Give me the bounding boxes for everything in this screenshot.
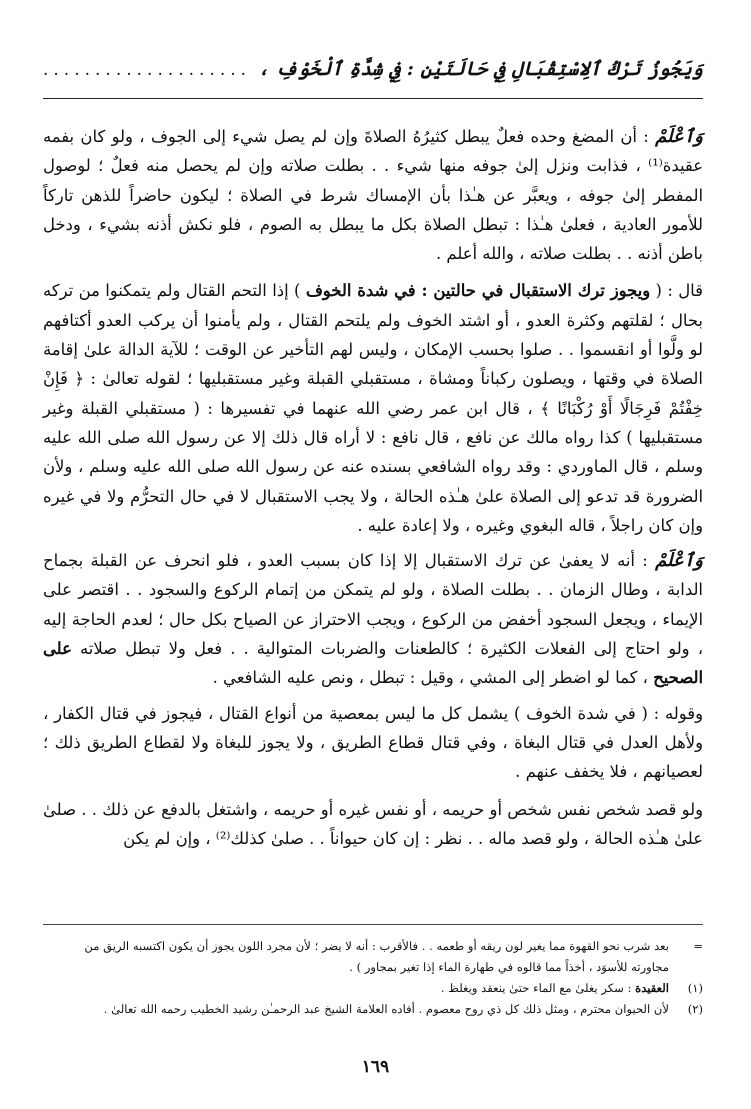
footnote-rule [43,924,703,925]
footnotes [43,936,703,1020]
footnote-2 [43,999,703,1020]
header-title: وَيَجُوزُ تَرْكُ ٱلِاسْتِقْبَالِ فِي حَالَتَيْنِ : فِي شِدَّةِ ٱلْخَوْفِ ، [257,58,703,80]
footnote-mark: = [693,939,703,953]
paragraph-4 [43,699,703,787]
footnote-body: : سكر يغلىٰ مع الماء حتىٰ ينعقد ويغلظ . [440,981,636,995]
footnote-mark: (١) [687,981,703,995]
paragraph-text: وقوله : ( في شدة الخوف ) يشمل كل ما ليس بمعصية من أنواع القتال ، فيجوز في قتال الكفار ، ولأهل العدل في قتال البغاة ، وفي قتال قطاع الطريق ، ولا يجوز للبغاة ولا لقطاع الطريق ذلك ؛ لعصيانهم ، فلا يخفف عنهم . [43,703,703,782]
footnote-continuation [43,936,703,978]
matn-quote: على الصحيح [43,639,703,688]
main-text [43,122,703,859]
paragraph-text-end: ، كما لو اضطر إلى المشي ، وقيل : تبطل ، ونص عليه الشافعي . [212,668,654,688]
footnote-text: بعد شرب نحو القهوة مما يغير لون ريقه أو طعمه . . فالأقرب : أنه لا يضر ؛ لأن مجرد اللون يجوز أن يكون اكتسبه الريق من مجاورته للأسوَد ، أخذاً مما قالوه في طهارة الماء إذا تغير بمجاور ) . [84,939,669,974]
paragraph-text: ) إذا التحم القتال ولم يتمكنوا من تركه بحال ؛ لقلتهم وكثرة العدو ، أو اشتد الخوف ولم يلتحم القتال ، ولم يأمنوا أن يركب العدو أكتافهم لو ولَّوا أو انقسموا . . صلوا بحسب الإمكان ، وليس لهم التأخير عن الوقت ؛ للآية الدالة علىٰ إقامة الصلاة في وقتها ، ويصلون ركباناً ومشاة ، مستقبلي القبلة وغير مستقبليها ؛ لقوله تعالىٰ : ﴿ فَإِنْ خِفْتُمْ فَرِجَالًا أَوْ رُكْبَانًا ﴾ ، قال ابن عمر رضي الله عنهما في تفسيرها : ( مستقبلي القبلة وغير مستقبليها ) كذا رواه مالك عن نافع ، قال نافع : لا أراه قال ذلك إلا عن رسول الله صلى الله عليه وسلم ، قال الماوردي : وقد رواه الشافعي بسنده عنه عن رسول الله صلى الله عليه وسلم ، ولأن الضرورة قد تدعو إلى الصلاة علىٰ هـٰذه الحالة ، ولا يجب الاستقبال لا في حال التحرُّم ولا في غيره وإن كان راجلاً ، قاله البغوي وغيره ، ولا إعادة عليه . [43,281,703,535]
running-header [43,58,703,80]
matn-quote: ويجوز ترك الاستقبال في حالتين : في شدة الخوف [305,281,651,301]
paragraph-text: : أنه لا يعفىٰ عن ترك الاستقبال إلا إذا كان بسبب العدو ، فلو انحرف عن القبلة بجماح الدابة ، وطال الزمان . . بطلت الصلاة ، ولو لم يتمكن من إتمام الركوع والسجود . . اقتصر على الإيماء ، ويجعل السجود أخفض من الركوع ، ويجب الاحتراز عن الصياح بكل حال ؛ لعدم الحاجة إليه ، ولو احتاج إلى الفعلات الكثيرة ؛ كالطعنات والضربات المتوالية . . فعل ولا تبطل صلاته [43,551,703,659]
paragraph-3 [43,546,703,692]
paragraph-2 [43,276,703,540]
paragraph-text: : أن المضغ وحده فعلٌ يبطل كثيرُهُ الصلاةَ وإن لم يصل شيء إلى الجوف ، ولو كان بفمه عقيدة⁽¹⁾ ، فذابت ونزل إلىٰ جوفه منها شيء . . بطلت صلاته وإن لم يحصل منه فعلٌ ؛ لوصول المفطر إلىٰ جوفه ، ويعبَّر عن هـٰذا بأن الإمساك شرط في الصلاة ؛ ليكون حاضراً للذهن تاركاً للأمور العادية ، فعلىٰ هـٰذا : تبطل الصلاة بكل ما يبطل به الصوم ، فلو نكش أذنه بشيء ، ودخل باطن أذنه . . بطلت صلاته ، والله أعلم . [43,127,703,264]
footnote-text [43,978,669,999]
header-rule [43,98,703,99]
header-dots: .................... [43,60,252,80]
footnote-text: لأن الحيوان محترم ، ومثل ذلك كل ذي روح معصوم . أفاده العلامة الشيخ عبد الرحمـٰن رشيد الخطيب رحمه الله تعالىٰ . [103,1002,669,1016]
paragraph-marker: وَٱعْلَمْ [655,126,703,147]
paragraph-text: ولو قصد شخص نفس شخص أو حريمه ، أو نفس غيره أو حريمه ، واشتغل بالدفع عن ذلك . . صلىٰ علىٰ هـٰذه الحالة ، ولو قصد ماله . . نظر : إن كان حيواناً . . صلىٰ كذلك⁽²⁾ ، وإن لم يكن [43,799,703,848]
paragraph-5 [43,795,703,854]
footnote-mark: (٢) [687,1002,703,1016]
footnote-label: العقيدة [635,981,669,995]
footnote-1 [43,978,703,999]
paragraph-marker: وَٱعْلَمْ [655,550,703,572]
page-number: ١٦٩ [361,1057,390,1077]
paragraph-1 [43,122,703,268]
paragraph-text-start: قال : ( [650,281,703,301]
